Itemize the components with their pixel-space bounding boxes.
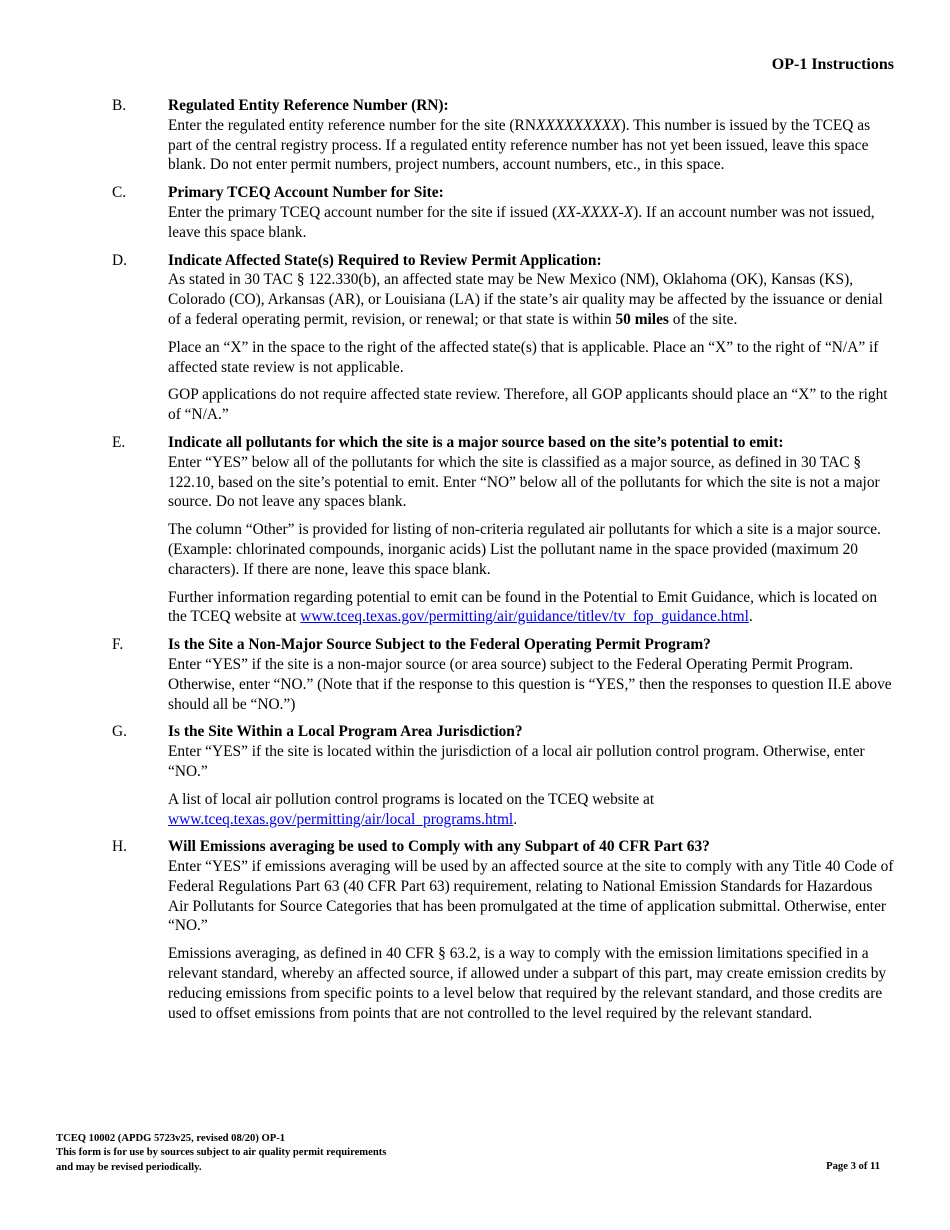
form-number: TCEQ 10002 (APDG 5723v25, revised 08/20) OP-1 <box>56 1133 286 1144</box>
section-paragraph <box>168 790 894 830</box>
distance-emphasis: 50 miles <box>615 310 669 328</box>
section-letter: F. <box>112 636 124 654</box>
section-g <box>112 722 894 829</box>
section-paragraph: Enter “YES” if the site is located within the jurisdiction of a local air pollution control program. Otherwise, enter “NO.” <box>168 743 865 780</box>
instructions-body <box>112 96 894 1031</box>
text-run: . <box>513 810 518 828</box>
section-paragraph: Enter “YES” if emissions averaging will be used by an affected source at the site to comply with any Title 40 Code of Federal Regulations Part 63 (40 CFR Part 63) requirement, relating to National Emission Standards for Hazardous Air Pollutants for Source Categories that has been promulgated at the time of application submittal. Otherwise, enter “NO.” <box>168 858 894 935</box>
text-run: . <box>748 608 753 626</box>
section-title: Is the Site a Non-Major Source Subject to the Federal Operating Permit Program? <box>168 636 711 654</box>
section-title: Indicate all pollutants for which the site is a major source based on the site’s potential to emit: <box>168 433 784 451</box>
footer-note: This form is for use by sources subject to air quality permit requirements <box>56 1147 387 1159</box>
section-f <box>112 635 894 714</box>
page-number: Page 3 of 11 <box>826 1161 880 1172</box>
section-paragraph <box>168 116 894 175</box>
section-letter: E. <box>112 433 126 451</box>
text-run: Enter the regulated entity reference number for the site (RN <box>168 116 536 134</box>
pte-guidance-link[interactable]: www.tceq.texas.gov/permitting/air/guidance/titlev/tv_fop_guidance.html <box>300 608 749 626</box>
section-title: Primary TCEQ Account Number for Site: <box>168 184 444 202</box>
section-paragraph <box>168 203 894 243</box>
section-paragraph: GOP applications do not require affected state review. Therefore, all GOP applicants should place an “X” to the right of “N/A.” <box>168 386 888 424</box>
page-footer <box>56 1132 880 1175</box>
section-letter: B. <box>112 97 127 114</box>
text-run: ). This number is issued by the TCEQ as part of the central registry process. If a regulated entity reference number has not yet been issued, leave this space blank. Do not enter permit numbers, project numbers, account numbers, etc., in this space. <box>168 116 871 174</box>
local-programs-link[interactable]: www.tceq.texas.gov/permitting/air/local_programs.html <box>168 810 514 828</box>
text-run: Further information regarding potential to emit can be found in the Potential to Emit Guidance, which is located on the TCEQ website at <box>168 588 878 626</box>
section-paragraph: Emissions averaging, as defined in 40 CFR § 63.2, is a way to comply with the emission limitations specified in a relevant standard, whereby an affected source, if allowed under a subpart of this part, may create emission credits by reducing emissions from specific points to a level below that required by the relevant standard, and those credits are used to offset emissions from points that are not controlled to the level required by the relevant standard. <box>168 945 887 1022</box>
section-paragraph: Enter “YES” below all of the pollutants for which the site is classified as a major source, as defined in 30 TAC § 122.10, based on the site’s potential to emit. Enter “NO” below all of the pollutants for which the site is not a major source. Do not leave any spaces blank. <box>168 453 880 511</box>
section-e <box>112 433 894 627</box>
section-c <box>112 183 894 242</box>
rn-format: XXXXXXXXX <box>535 116 621 134</box>
section-paragraph <box>168 588 894 628</box>
section-paragraph: Place an “X” in the space to the right of the affected state(s) that is applicable. Place an “X” to the right of “N/A” if affected state review is not applicable. <box>168 338 879 376</box>
section-paragraph: The column “Other” is provided for listing of non-criteria regulated air pollutants for which a site is a major source. (Example: chlorinated compounds, inorganic acids) List the pollutant name in the space provided (maximum 20 characters). If there are none, leave this space blank. <box>168 521 881 578</box>
section-title: Indicate Affected State(s) Required to Review Permit Application: <box>168 251 602 269</box>
text-run: A list of local air pollution control programs is located on the TCEQ website at <box>168 790 655 808</box>
page-header-title: OP-1 Instructions <box>771 56 894 73</box>
section-title: Regulated Entity Reference Number (RN): <box>168 97 449 114</box>
text-run: of the site. <box>668 310 738 328</box>
footer-note: and may be revised periodically. <box>56 1161 202 1173</box>
section-paragraph: Enter “YES” if the site is a non-major source (or area source) subject to the Federal Operating Permit Program. Otherwise, enter “NO.” (Note that if the response to this question is “YES,” then the responses to question II.E above should all be “NO.”) <box>168 655 892 713</box>
text-run: Enter the primary TCEQ account number for the site if issued ( <box>168 203 558 221</box>
text-run: ). If an account number was not issued, leave this space blank. <box>168 203 875 241</box>
section-paragraph <box>168 270 894 329</box>
section-b <box>112 96 894 175</box>
section-title: Is the Site Within a Local Program Area Jurisdiction? <box>168 723 523 741</box>
section-letter: C. <box>112 184 127 202</box>
section-title: Will Emissions averaging be used to Comply with any Subpart of 40 CFR Part 63? <box>168 838 710 856</box>
account-format: XX-XXXX-X <box>557 203 634 221</box>
section-h <box>112 837 894 1023</box>
section-d <box>112 251 894 425</box>
section-letter: G. <box>112 723 127 741</box>
section-letter: D. <box>112 251 127 269</box>
section-letter: H. <box>112 838 127 856</box>
text-run: As stated in 30 TAC § 122.330(b), an affected state may be New Mexico (NM), Oklahoma (OK), Kansas (KS), Colorado (CO), Arkansas (AR), or Louisiana (LA) if the state’s air quality may be affected by the issuance or denial of a federal operating permit, revision, or renewal; or that state is within <box>168 271 883 328</box>
